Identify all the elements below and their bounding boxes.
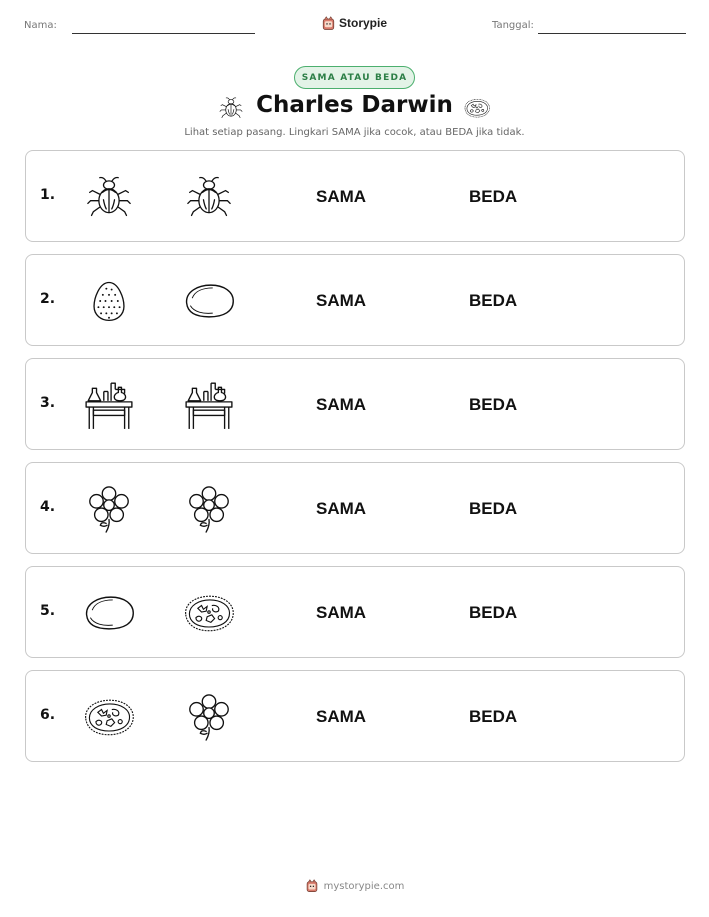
flower-icon xyxy=(81,483,137,535)
fossil-icon xyxy=(181,587,237,639)
fossil-icon xyxy=(462,96,492,120)
lab-table-icon xyxy=(81,379,137,431)
beetle-icon xyxy=(81,171,137,223)
different-option[interactable]: BEDA xyxy=(469,499,518,518)
instructions: Lihat setiap pasang. Lingkari SAMA jika cocok, atau BEDA jika tidak. xyxy=(184,127,525,138)
date-line[interactable] xyxy=(538,33,686,34)
row-number: 2. xyxy=(40,291,56,307)
stone-icon xyxy=(181,275,237,327)
lab-table-icon xyxy=(181,379,237,431)
exercise-row xyxy=(25,566,685,658)
same-option[interactable]: SAMA xyxy=(316,603,367,622)
row-number: 6. xyxy=(40,707,56,723)
page-title: Charles Darwin xyxy=(256,92,453,118)
same-option[interactable]: SAMA xyxy=(316,499,367,518)
name-line[interactable] xyxy=(72,33,255,34)
spotted-egg-icon xyxy=(81,275,137,327)
different-option[interactable]: BEDA xyxy=(469,187,518,206)
date-label: Tanggal: xyxy=(492,20,534,31)
row-number: 4. xyxy=(40,499,56,515)
different-option[interactable]: BEDA xyxy=(469,707,518,726)
fossil-icon xyxy=(81,691,137,743)
exercise-row xyxy=(25,358,685,450)
different-option[interactable]: BEDA xyxy=(469,603,518,622)
flower-icon xyxy=(181,691,237,743)
same-option[interactable]: SAMA xyxy=(316,291,367,310)
row-number: 5. xyxy=(40,603,56,619)
exercise-row xyxy=(25,150,685,242)
footer-url[interactable]: mystorypie.com xyxy=(323,880,405,892)
exercise-row xyxy=(25,670,685,762)
same-option[interactable]: SAMA xyxy=(316,187,367,206)
mascot-icon xyxy=(321,16,336,31)
mascot-icon xyxy=(305,879,319,893)
row-number: 1. xyxy=(40,187,56,203)
exercise-row xyxy=(25,462,685,554)
name-label: Nama: xyxy=(24,20,57,31)
header xyxy=(24,14,686,40)
same-option[interactable]: SAMA xyxy=(316,395,367,414)
flower-icon xyxy=(181,483,237,535)
stone-icon xyxy=(81,587,137,639)
brand-logo xyxy=(321,14,387,32)
footer xyxy=(0,879,709,893)
brand-name: Storypie xyxy=(339,16,388,30)
same-option[interactable]: SAMA xyxy=(316,707,367,726)
different-option[interactable]: BEDA xyxy=(469,291,518,310)
row-number: 3. xyxy=(40,395,56,411)
activity-badge: SAMA ATAU BEDA xyxy=(294,66,415,89)
title-row xyxy=(0,92,709,124)
exercise-row xyxy=(25,254,685,346)
different-option[interactable]: BEDA xyxy=(469,395,518,414)
beetle-icon xyxy=(181,171,237,223)
